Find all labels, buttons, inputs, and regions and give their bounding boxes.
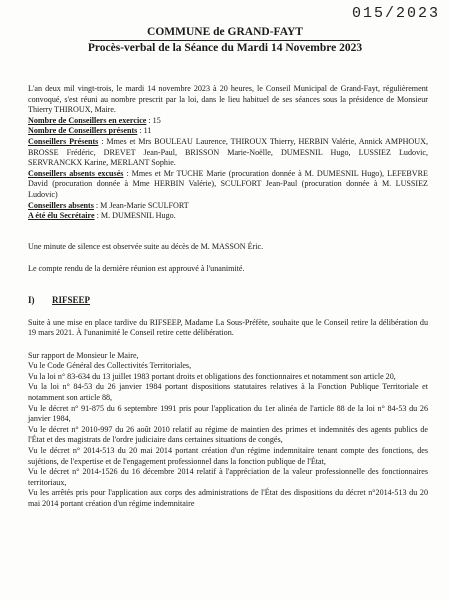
spacer [28,222,428,242]
document-body [28,84,428,510]
presents-text: : Mmes et Mrs BOULEAU Laurence, THIROUX Thierry, HERBIN Valérie, Annick AMPHOUX, BROSSE Frédéric, DREVET Jean-Paul, BRISSON Marie-Noëlle, DUMESNIL Hugo, LUSSIEZ Ludovic, SERVRANCKX Karine, MERLANT Sophie. [28,136,428,168]
rapport-line: Sur rapport de Monsieur le Maire, [28,350,139,360]
count-exercice-label: Nombre de Conseillers en exercice [28,115,147,125]
rifseep-intro: Suite à une mise en place tardive du RIFSEEP, Madame La Sous-Préfète, souhaite que le Conseil retire la délibération du 19 mars 2021. À l'unanimité le Conseil retire cette délibération. [28,317,428,338]
vu-item: Vu la loi n° 83-634 du 13 juillet 1983 portant droits et obligations des fonctionnaires et notamment son article 20, [28,371,396,381]
section-heading [28,295,428,306]
presents-label: Conseillers Présents [28,136,99,146]
section-number: I) [28,294,35,305]
document-number: 015/2023 [351,5,440,22]
vu-item: Vu la loi n° 84-53 du 26 janvier 1984 portant dispositions statutaires relatives à la Fonction Publique Territoriale et notamment son article 88, [28,382,428,403]
minute-silence: Une minute de silence est observée suite au décès de M. MASSON Éric. [28,241,264,251]
secretaire-text: : M. DUMESNIL Hugo. [94,211,176,221]
vu-item: Vu le Code Général des Collectivités Territoriales, [28,361,192,371]
absents-label: Conseillers absents [28,200,94,210]
document-header [0,26,450,55]
excuses-label: Conseillers absents excusés [28,168,124,178]
section-name: RIFSEEP [52,294,91,305]
vu-item: Vu le décret n° 2010-997 du 26 août 2010 relatif au régime de maintien des primes et indemnités des agents publics de l'État et des magistrats de l'ordre judiciaire dans certaines situations de congés, [28,424,428,445]
absents-text: : M Jean-Marie SCULFORT [93,200,189,210]
secretaire-label: A été élu Secrétaire [28,211,95,221]
commune-name: COMMUNE de GRAND-FAYT [147,26,303,38]
compte-rendu: Le compte rendu de la dernière réunion est approuvé à l'unanimité. [28,264,245,274]
spacer [28,306,428,318]
presents-paragraph [28,137,428,169]
count-presents-value: : 11 [137,126,152,136]
vu-item: Vu le décret n° 91-875 du 6 septembre 1991 pris pour l'application du 1er alinéa de l'article 88 de la loi n° 84-53 du 26 janvier 1984, [28,403,428,424]
vu-item: Vu le décret n° 2014-513 du 20 mai 2014 portant création d'un régime indemnitaire tenant compte des fonctions, des sujétions, de l'expertise et de l'engagement professionnel dans la fonction publique de l'État, [28,446,428,466]
excuses-text: : Mmes et Mr TUCHE Marie (procuration donnée à M. DUMESNIL Hugo), LEFEBVRE David (procuration donnée à Mme HERBIN Valérie), SCULFORT Jean-Paul (procuration donnée à M. LUSSIEZ Ludovic) [28,168,428,199]
spacer [28,252,428,264]
spacer [28,275,428,295]
count-presents [28,126,428,137]
count-exercice [28,116,428,127]
vu-item: Vu les arrêtés pris pour l'application aux corps des administrations de l'État des dispositions du décret n°2014-513 du 20 mai 2014 portant création d'un régime indemnitaire [28,488,428,508]
spacer [28,339,428,351]
title-divider [90,40,360,41]
intro-paragraph: L'an deux mil vingt-trois, le mardi 14 novembre 2023 à 20 heures, le Conseil Municipal de Grand-Fayt, régulièrement convoqué, s'est réuni au nombre prescrit par la loi, dans le lieu habituel de ses séances sous la présidence de Monsieur Thierry THIROUX, Maire. [28,84,428,115]
vu-item: Vu le décret n° 2014-1526 du 16 décembre 2014 relatif à l'appréciation de la valeur professionnelle des fonctionnaires territoriaux, [28,467,428,487]
count-presents-label: Nombre de Conseillers présents [28,126,138,136]
excuses-paragraph [28,169,428,201]
document-title: Procès-verbal de la Séance du Mardi 14 Novembre 2023 [87,42,363,54]
vu-list [28,361,428,509]
secretaire-paragraph [28,211,428,222]
absents-paragraph [28,201,428,212]
count-exercice-value: : 15 [146,115,161,125]
